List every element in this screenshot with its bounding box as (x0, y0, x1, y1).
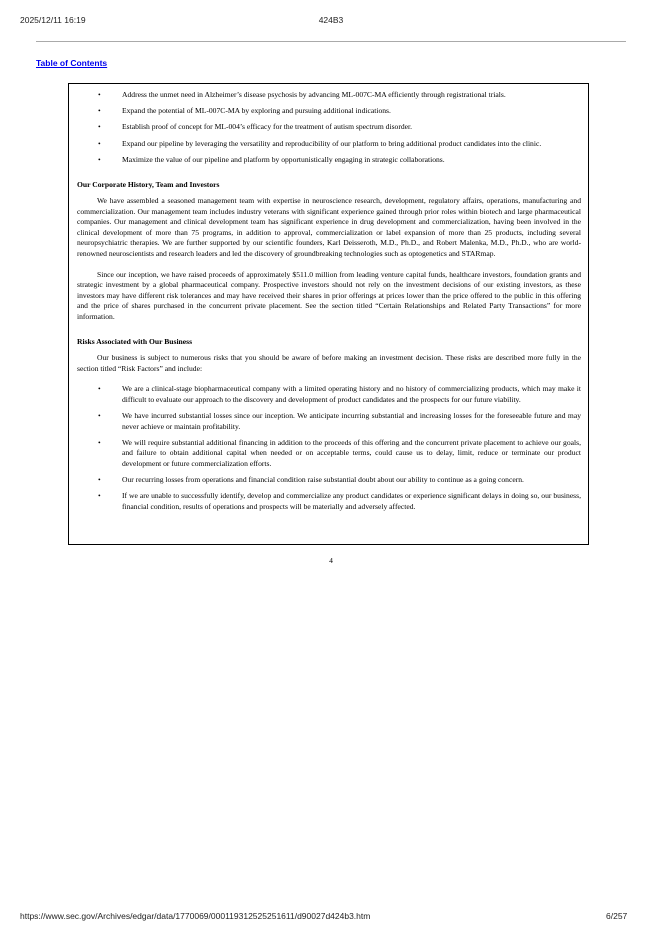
bullet-icon: • (98, 138, 101, 148)
paragraph: We have assembled a seasoned management team with expertise in neuroscience research, development, regulatory affairs, operations, manufacturing and commercialization. Our management team includes industry veterans with significant experience gained through prior roles within biotech and large pharmaceutical companies. Our management and clinical development team has significant experience in drug development and commercialization, having been involved in the clinical development of more than 75 programs, in addition to approval, commercialization or label expansion of more than 25 products, including several neuropsychiatric therapies. We are further supported by our scientific founders, Karl Deisseroth, M.D., Ph.D., and Robert Malenka, M.D., Ph.D., who are world-renowned neuroscientists and research leaders and led the discovery of groundbreaking technologies such as optogenetics and STARmap. (77, 195, 581, 258)
section-heading: Our Corporate History, Team and Investors (77, 180, 220, 190)
footer-url: https://www.sec.gov/Archives/edgar/data/1770069/000119312525251611/d90027d424b3.htm (20, 911, 371, 921)
list-item-text: If we are unable to successfully identify, develop and commercialize any product candidates or experience significant delays in doing so, our business, financial condition, results of operations and prospects will be materially and adversely affected. (122, 491, 581, 511)
list-item-text: Address the unmet need in Alzheimer’s disease psychosis by advancing ML-007C-MA efficiently through registrational trials. (122, 90, 506, 99)
document-title: 424B3 (318, 15, 344, 25)
list-item-text: Our recurring losses from operations and financial condition raise substantial doubt about our ability to continue as a going concern. (122, 475, 524, 485)
print-datetime: 2025/12/11 16:19 (20, 15, 86, 25)
list-item (77, 106, 581, 117)
list-item-text: Maximize the value of our pipeline and platform by opportunistically engaging in strategic collaborations. (122, 154, 445, 164)
list-item (77, 139, 581, 150)
strategy-list (77, 90, 581, 165)
list-item-text: Expand our pipeline by leveraging the versatility and reproducibility of our platform to bring additional product candidates into the clinic. (122, 138, 542, 148)
list-item-text: We will require substantial additional financing in addition to the proceeds of this offering and the concurrent private placement to achieve our goals, and failure to obtain additional capital when needed or on acceptable terms, could cause us to delay, limit, reduce or terminate our product development or future commercialization efforts. (122, 437, 581, 468)
bullet-icon: • (98, 491, 101, 501)
bullet-icon: • (98, 384, 101, 394)
bullet-icon: • (98, 411, 101, 421)
list-item-text: We have incurred substantial losses since our inception. We anticipate incurring substantial and increasing losses for the foreseeable future and may never achieve or maintain profitability. (122, 411, 581, 431)
header-divider (36, 41, 626, 42)
bullet-icon: • (98, 106, 101, 116)
summary-box (68, 83, 589, 545)
paragraph: Our business is subject to numerous risks that you should be aware of before making an investment decision. These risks are described more fully in the section titled “Risk Factors” and include: (77, 353, 581, 373)
bullet-icon: • (98, 475, 101, 485)
bullet-icon: • (98, 90, 101, 99)
list-item (77, 411, 581, 432)
list-item-text: We are a clinical-stage biopharmaceutical company with a limited operating history and no history of commercializing products, which may make it difficult to evaluate our approach to the discovery and development of product candidates and the prospects for our future viability. (122, 384, 581, 404)
list-item (77, 438, 581, 470)
list-item (77, 155, 581, 166)
section-heading: Risks Associated with Our Business (77, 337, 193, 347)
list-item-text: Establish proof of concept for ML-004’s efficacy for the treatment of autism spectrum disorder. (122, 122, 413, 132)
bullet-icon: • (98, 437, 101, 447)
list-item (77, 475, 581, 486)
list-item (77, 491, 581, 512)
risk-list (77, 384, 581, 512)
bullet-icon: • (98, 154, 101, 164)
list-item (77, 122, 581, 133)
page-number: 4 (329, 556, 333, 565)
bullet-icon: • (98, 122, 101, 132)
footer-page-count: 6/257 (606, 911, 628, 921)
list-item-text: Expand the potential of ML-007C-MA by exploring and pursuing additional indications. (122, 106, 391, 116)
list-item (77, 384, 581, 405)
paragraph: Since our inception, we have raised proceeds of approximately $511.0 million from leading venture capital funds, healthcare investors, foundation grants and strategic investment by a global pharmaceutical company. Prospective investors should not rely on the investment decisions of our existing investors, as these investors may have different risk tolerances and may have received their shares in prior offerings at prices lower than the price offered to the public in this offering and the price of shares purchased in the concurrent private placement. See the section titled “Certain Relationships and Related Party Transactions” for more information. (77, 269, 581, 321)
table-of-contents-link[interactable]: Table of Contents (36, 58, 108, 68)
list-item (77, 90, 581, 101)
